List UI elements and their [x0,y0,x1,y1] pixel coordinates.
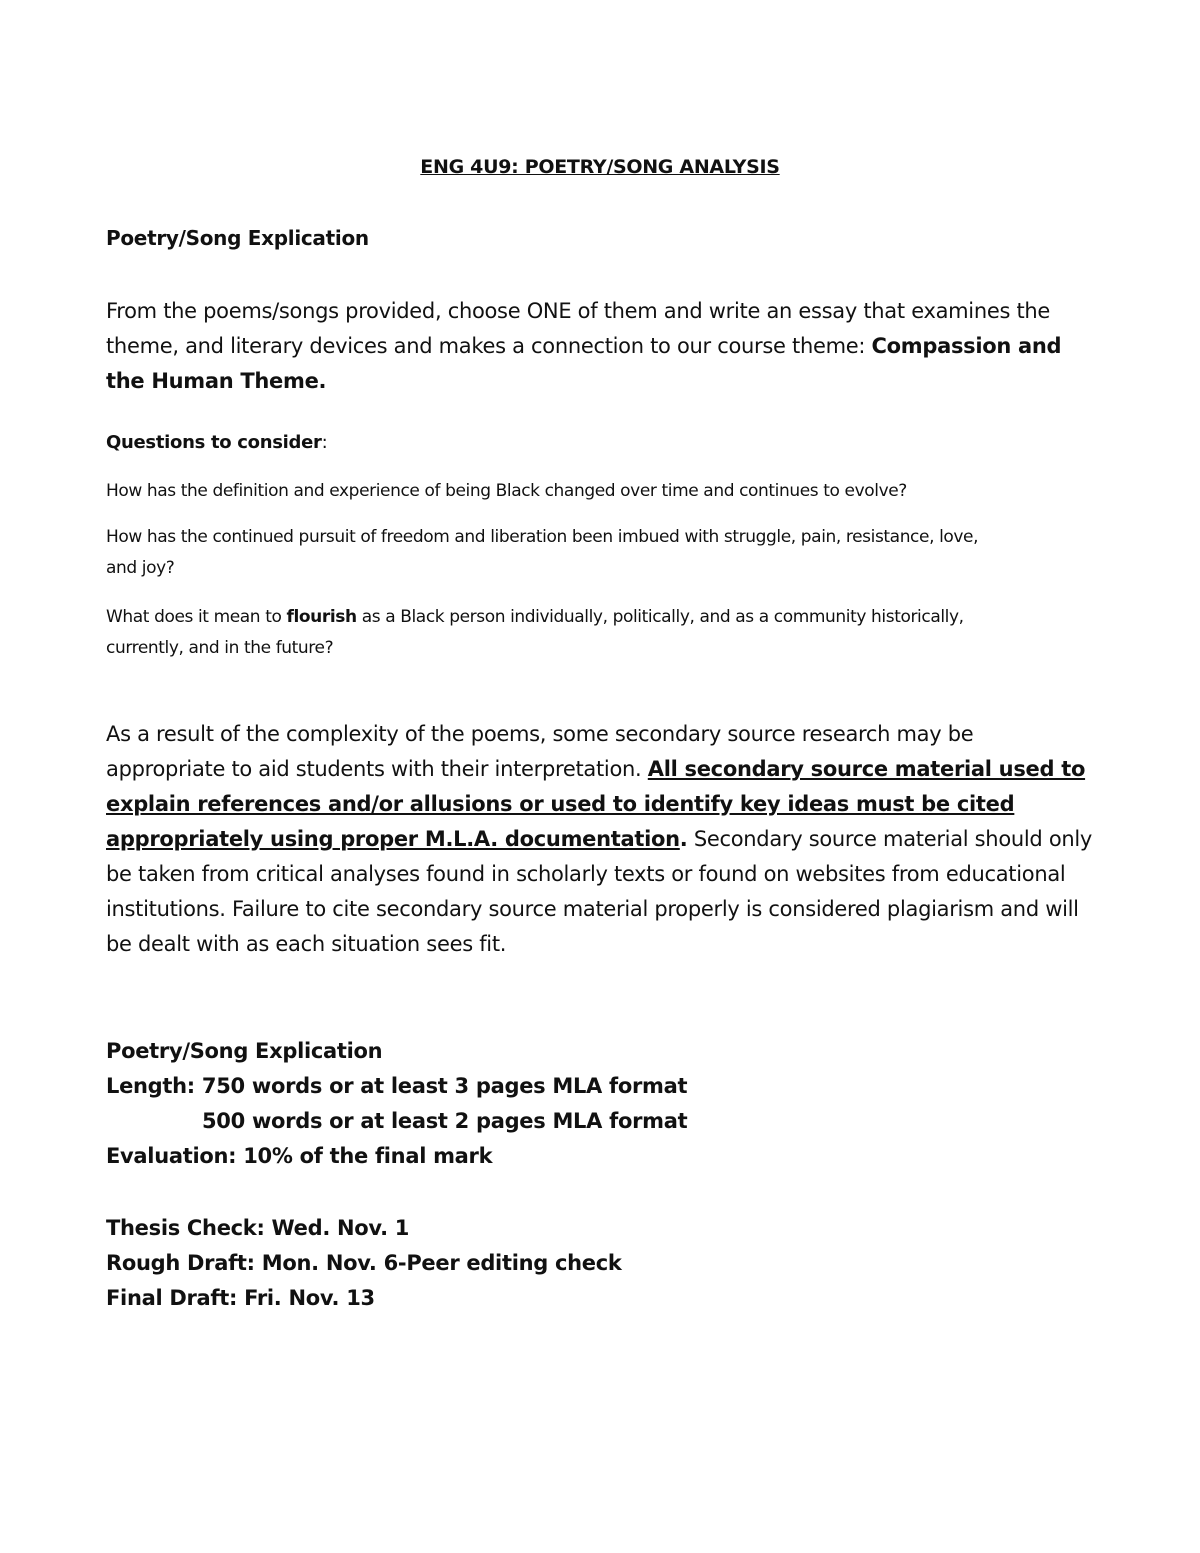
question-3-flourish: flourish [286,607,357,627]
intro-paragraph [106,294,1096,399]
thesis-check-date: Thesis Check: Wed. Nov. 1 [106,1216,410,1240]
section-heading-explication: Poetry/Song Explication [106,226,369,250]
course-theme: Compassion and the Human Theme. [106,334,1062,393]
research-text-a: As a result of the complexity of the poems, some secondary source research may be appropriate to aid students with their interpretation. [106,722,974,781]
length-requirement-1: Length: 750 words or at least 3 pages MLA format [106,1074,688,1098]
rough-draft-date: Rough Draft: Mon. Nov. 6-Peer editing check [106,1251,622,1275]
question-2: How has the continued pursuit of freedom and liberation been imbued with struggle, pain, resistance, love, and joy? [106,527,979,578]
question-3 [106,602,1026,664]
assignment-details [106,1034,1096,1174]
question-1: How has the definition and experience of being Black changed over time and continues to evolve? [106,481,907,501]
citation-period: . [679,827,688,851]
citation-requirement: All secondary source material used to explain references and/or allusions or used to identify key ideas must be cited appropriately using proper M.L.A. documentation [106,757,1086,851]
questions-heading-text: Questions to consider [106,432,322,453]
research-text-b: Secondary source material should only be taken from critical analyses found in scholarly texts or found on websites from educational institutions. Failure to cite secondary source material properly is considered plagiarism and will be dealt with as each situation sees fit. [106,827,1093,956]
evaluation-weight: Evaluation: 10% of the final mark [106,1144,493,1168]
research-paragraph [106,717,1096,962]
due-dates [106,1211,1096,1316]
intro-text: From the poems/songs provided, choose ONE of them and write an essay that examines the theme, and literary devices and makes a connection to our course theme: [106,299,1051,358]
question-3-text-b: as a Black person individually, politically, and as a community historically, currently, and in the future? [106,607,964,658]
questions-heading [106,432,1096,453]
details-heading: Poetry/Song Explication [106,1039,383,1063]
question-3-text-a: What does it mean to [106,607,287,627]
questions-heading-colon: : [321,432,328,453]
final-draft-date: Final Draft: Fri. Nov. 13 [106,1286,375,1310]
document-title: ENG 4U9: POETRY/SONG ANALYSIS [420,156,780,178]
length-requirement-2: 500 words or at least 2 pages MLA format [202,1109,688,1133]
